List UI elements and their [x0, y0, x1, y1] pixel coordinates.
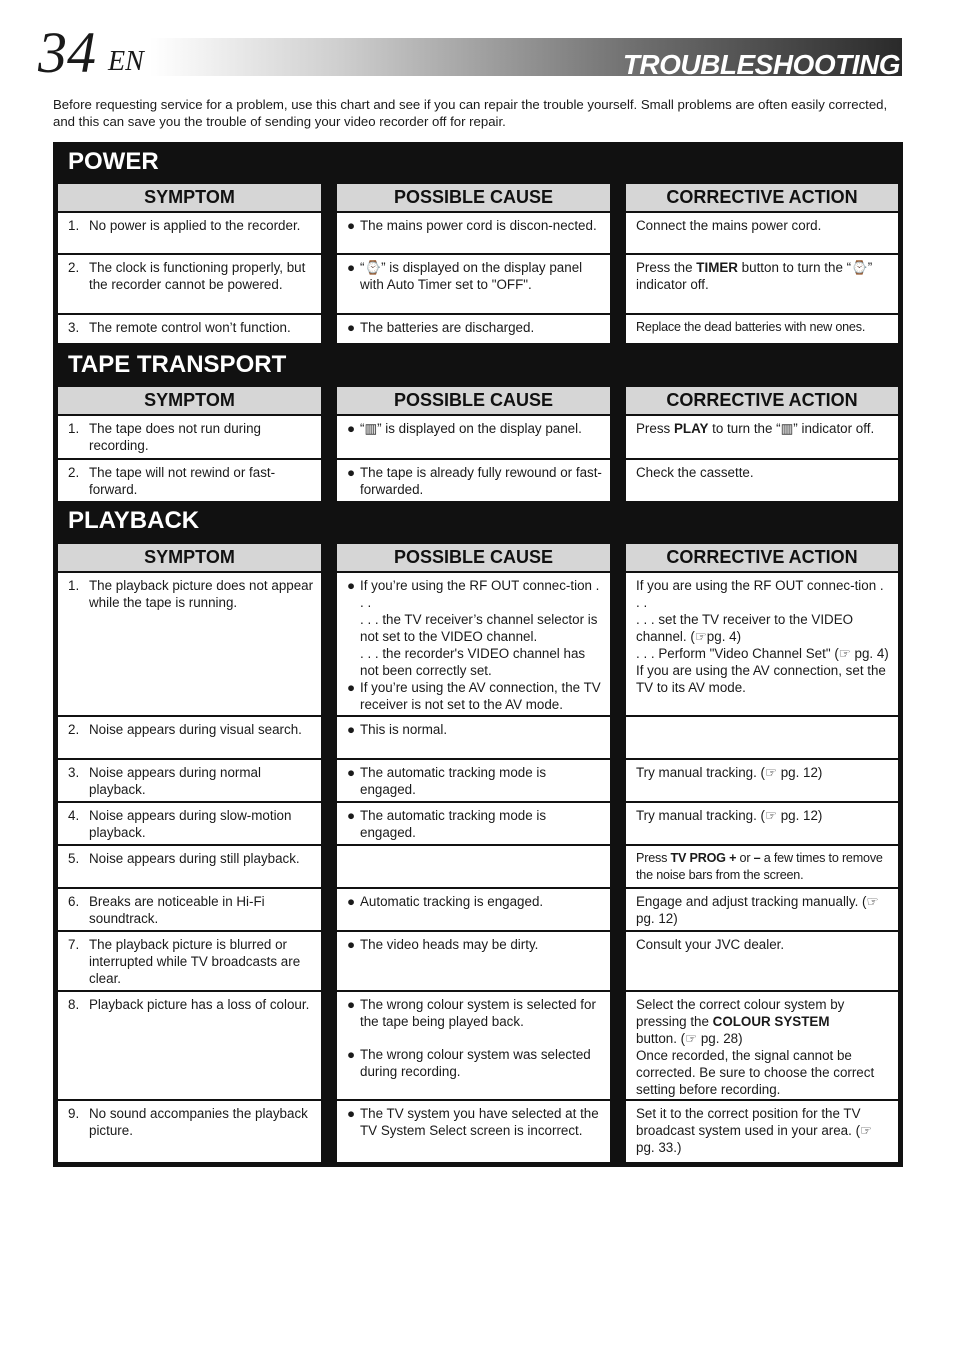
playback-row-3-symptom: 3. Noise appears during normal playback. [58, 760, 321, 801]
column-header-action: CORRECTIVE ACTION [626, 544, 898, 571]
page-title: TROUBLESHOOTING [622, 49, 900, 80]
playback-row-7-cause: ● The video heads may be dirty. [337, 932, 610, 990]
power-row-1-symptom: 1. No power is applied to the recorder. [58, 213, 321, 253]
column-header-cause: POSSIBLE CAUSE [337, 184, 610, 211]
playback-row-5-symptom: 5. Noise appears during still playback. [58, 846, 321, 887]
intro-paragraph: Before requesting service for a problem, use this chart and see if you can repair the trouble yourself. Small problems are often easily corrected, and this can save you the trouble of sending your video recorder off for repair. [53, 97, 888, 129]
playback-row-4-symptom: 4. Noise appears during slow-motion playback. [58, 803, 321, 844]
power-row-2-action: Press the TIMER button to turn the “⌚” indicator off. [626, 255, 898, 313]
power-row-2-symptom: 2. The clock is functioning properly, but the recorder cannot be powered. [58, 255, 321, 313]
power-row-3-action: Replace the dead batteries with new ones. [626, 315, 898, 343]
playback-row-4-cause: ● The automatic tracking mode is engaged. [337, 803, 610, 844]
page-number: 34 [38, 20, 96, 85]
power-row-3-symptom: 3. The remote control won’t function. [58, 315, 321, 343]
playback-row-8-symptom: 8. Playback picture has a loss of colour. [58, 992, 321, 1099]
playback-row-2-action [626, 717, 898, 758]
language-code: EN [108, 46, 144, 77]
tape-row-1-action: Press PLAY to turn the “▥” indicator off. [626, 416, 898, 458]
playback-row-5-cause [337, 846, 610, 887]
playback-row-3-cause: ● The automatic tracking mode is engaged. [337, 760, 610, 801]
section-title-tape-transport: TAPE TRANSPORT [68, 351, 287, 378]
playback-row-6-action: Engage and adjust tracking manually. (☞ pg. 12) [626, 889, 898, 930]
playback-row-2-symptom: 2. Noise appears during visual search. [58, 717, 321, 758]
playback-row-8-action: Select the correct colour system by pressing the COLOUR SYSTEM button. (☞ pg. 28) Once recorded, the signal cannot be corrected. Be sure to choose the correct setting before recording. [626, 992, 898, 1099]
power-row-2-cause: ● “⌚” is displayed on the display panel with Auto Timer set to "OFF". [337, 255, 610, 313]
tape-row-2-cause: ● The tape is already fully rewound or fast-forwarded. [337, 460, 610, 501]
tape-row-2-symptom: 2. The tape will not rewind or fast-forward. [58, 460, 321, 501]
playback-row-6-cause: ● Automatic tracking is engaged. [337, 889, 610, 930]
playback-row-9-cause: ● The TV system you have selected at the TV System Select screen is incorrect. [337, 1101, 610, 1162]
playback-row-7-symptom: 7. The playback picture is blurred or interrupted while TV broadcasts are clear. [58, 932, 321, 990]
playback-row-8-cause: ● The wrong colour system is selected for the tape being played back. ● The wrong colour system was selected during recording. [337, 992, 610, 1099]
column-header-action: CORRECTIVE ACTION [626, 184, 898, 211]
playback-row-1-cause: ● If you’re using the RF OUT connec-tion . . . . . . the TV receiver’s channel selector is not set to the VIDEO channel. . . . the recorder's VIDEO channel has not been correctly set. ● If you’re using the AV connection, the TV receiver is not set to the AV mode. [337, 573, 610, 715]
playback-row-1-action: If you are using the RF OUT connec-tion . . . . . . set the TV receiver to the VIDEO channel. (☞pg. 4) . . . Perform "Video Channel Set" (☞ pg. 4) If you are using the AV connection, set the TV to its AV mode. [626, 573, 898, 715]
column-header-symptom: SYMPTOM [58, 387, 321, 414]
tape-row-1-cause: ● “▥” is displayed on the display panel. [337, 416, 610, 458]
page-header [38, 20, 904, 85]
playback-row-2-cause: ● This is normal. [337, 717, 610, 758]
playback-row-3-action: Try manual tracking. (☞ pg. 12) [626, 760, 898, 801]
playback-row-9-action: Set it to the correct position for the TV broadcast system used in your area. (☞ pg. 33.) [626, 1101, 898, 1162]
power-row-1-cause: ● The mains power cord is discon-nected. [337, 213, 610, 253]
playback-row-4-action: Try manual tracking. (☞ pg. 12) [626, 803, 898, 844]
tape-row-1-symptom: 1. The tape does not run during recording. [58, 416, 321, 458]
section-title-power: POWER [68, 148, 159, 175]
column-header-symptom: SYMPTOM [58, 184, 321, 211]
column-header-symptom: SYMPTOM [58, 544, 321, 571]
title-band [150, 38, 902, 80]
tape-row-2-action: Check the cassette. [626, 460, 898, 501]
column-header-cause: POSSIBLE CAUSE [337, 387, 610, 414]
troubleshooting-table [53, 142, 903, 1167]
column-header-cause: POSSIBLE CAUSE [337, 544, 610, 571]
column-header-action: CORRECTIVE ACTION [626, 387, 898, 414]
section-title-playback: PLAYBACK [68, 507, 200, 534]
playback-row-1-symptom: 1. The playback picture does not appear while the tape is running. [58, 573, 321, 715]
playback-row-9-symptom: 9. No sound accompanies the playback picture. [58, 1101, 321, 1162]
power-row-1-action: Connect the mains power cord. [626, 213, 898, 253]
playback-row-5-action: Press TV PROG + or – a few times to remove the noise bars from the screen. [626, 846, 898, 887]
playback-row-6-symptom: 6. Breaks are noticeable in Hi-Fi soundtrack. [58, 889, 321, 930]
power-row-3-cause: ● The batteries are discharged. [337, 315, 610, 343]
playback-row-7-action: Consult your JVC dealer. [626, 932, 898, 990]
